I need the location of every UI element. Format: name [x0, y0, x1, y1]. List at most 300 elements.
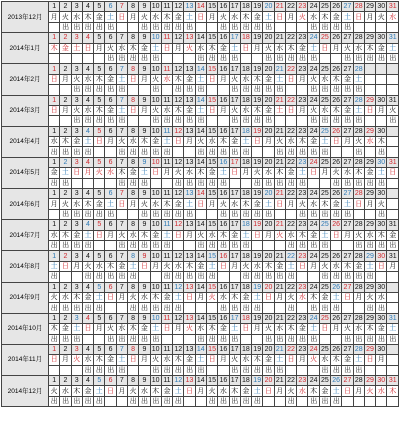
- work-mark: 出: [173, 272, 184, 282]
- weekday-cell: 水: [331, 261, 342, 271]
- day-number: 24: [309, 377, 318, 385]
- work-mark: 出: [60, 303, 71, 313]
- day-number: 29: [366, 283, 374, 291]
- weekday-cell: 月: [297, 74, 308, 84]
- weekday-cell: 月: [206, 12, 217, 22]
- work-mark: [49, 85, 60, 95]
- weekday-cell: 月: [331, 43, 342, 53]
- weekday-cell: 水: [274, 324, 285, 334]
- work-mark: [184, 334, 195, 344]
- work-mark: [274, 209, 285, 219]
- weekday-cell: 木: [94, 74, 105, 84]
- weekday-cell: 月: [184, 137, 195, 147]
- day-number: 4: [82, 189, 93, 199]
- work-calendar-table: [1, 1, 399, 407]
- weekday-cell: 金: [376, 43, 387, 53]
- work-mark: [127, 22, 138, 32]
- day-number: 21: [275, 96, 284, 104]
- day-number: 14: [196, 3, 205, 11]
- day-number: 13: [185, 377, 194, 385]
- day-number: 10: [151, 377, 160, 385]
- work-mark: [263, 396, 274, 406]
- day-number: 18: [242, 314, 250, 322]
- work-mark: 出: [173, 209, 184, 219]
- weekday-cell: 金: [116, 261, 127, 271]
- weekday-cell: 火: [116, 137, 127, 147]
- work-mark: 出: [353, 178, 364, 188]
- day-number: 10: [151, 127, 160, 135]
- day-number: 6: [105, 251, 116, 261]
- work-mark: 出: [319, 365, 330, 375]
- weekday-cell: 木: [297, 230, 308, 240]
- weekday-cell: 土: [240, 137, 251, 147]
- day-number: 9: [139, 2, 150, 12]
- day-number: 9: [139, 64, 150, 74]
- work-mark: 出: [82, 209, 93, 219]
- day-number: 23: [298, 377, 307, 385]
- weekday-cell: 金: [229, 137, 240, 147]
- day-number: 19: [253, 252, 262, 260]
- day-number: 25: [320, 283, 329, 291]
- weekday-cell: 水: [116, 43, 127, 53]
- weekday-cell: 火: [353, 137, 364, 147]
- work-mark: [206, 85, 217, 95]
- work-mark: 出: [150, 396, 161, 406]
- work-mark: 出: [387, 334, 399, 344]
- work-mark: [319, 178, 330, 188]
- work-mark: 出: [218, 303, 229, 313]
- day-number: 13: [185, 34, 194, 42]
- day-number: 1: [49, 189, 60, 199]
- weekday-cell: 水: [319, 74, 330, 84]
- month-day-row: [2, 313, 399, 323]
- day-number: 30: [377, 377, 386, 385]
- work-mark: 出: [218, 22, 229, 32]
- weekday-cell: 水: [229, 199, 240, 209]
- day-number: 17: [230, 283, 239, 291]
- work-mark: 出: [263, 22, 274, 32]
- weekday-cell: 日: [252, 137, 263, 147]
- weekday-cell: 水: [319, 355, 330, 365]
- work-mark: [331, 147, 342, 157]
- work-mark: [218, 85, 229, 95]
- day-number: 12: [174, 252, 183, 260]
- weekday-cell: 土: [342, 12, 353, 22]
- work-mark: [274, 303, 285, 313]
- weekday-cell: 火: [195, 230, 206, 240]
- day-number: 28: [354, 127, 363, 135]
- work-mark: 出: [94, 22, 105, 32]
- work-mark: 出: [364, 334, 375, 344]
- work-mark: 出: [376, 178, 387, 188]
- work-mark: 出: [274, 53, 285, 63]
- work-mark: 出: [105, 85, 116, 95]
- weekday-cell: 火: [342, 324, 353, 334]
- work-mark: [116, 396, 127, 406]
- work-mark: 出: [150, 303, 161, 313]
- day-number: 11: [163, 34, 171, 42]
- day-number: 15: [208, 127, 216, 135]
- day-number: 14: [196, 252, 205, 260]
- work-mark: 出: [387, 240, 399, 250]
- weekday-cell: 土: [82, 137, 93, 147]
- work-mark: [240, 53, 251, 63]
- day-number: 10: [151, 159, 160, 167]
- day-number: 10: [151, 252, 160, 260]
- weekday-cell: 木: [60, 137, 71, 147]
- day-number: 19: [253, 377, 262, 385]
- weekday-cell: 水: [127, 137, 138, 147]
- work-mark: [206, 365, 217, 375]
- day-number: 23: [298, 96, 307, 104]
- work-mark: [127, 116, 138, 126]
- day-number: 24: [309, 127, 318, 135]
- weekday-cell: 火: [218, 12, 229, 22]
- work-mark: [218, 272, 229, 282]
- work-mark: 出: [297, 240, 308, 250]
- work-mark: [274, 240, 285, 250]
- work-mark: 出: [71, 85, 82, 95]
- day-number: 23: [298, 346, 307, 354]
- weekday-cell: 水: [319, 105, 330, 115]
- day-number: 20: [264, 377, 273, 385]
- weekday-cell: 日: [94, 230, 105, 240]
- work-mark: [387, 209, 399, 219]
- day-number: 13: [185, 252, 194, 260]
- weekday-cell: 土: [274, 74, 285, 84]
- work-mark: 出: [229, 22, 240, 32]
- day-number: 22: [287, 34, 295, 42]
- weekday-cell: 金: [229, 230, 240, 240]
- day-number: 19: [253, 3, 262, 11]
- weekday-cell: 火: [184, 43, 195, 53]
- work-mark: 出: [116, 365, 127, 375]
- day-number: 31: [388, 3, 397, 11]
- weekday-cell: 木: [82, 199, 93, 209]
- weekday-cell: 木: [364, 43, 375, 53]
- work-mark: 出: [285, 272, 296, 282]
- weekday-cell: 水: [364, 230, 375, 240]
- day-number: 17: [230, 252, 239, 260]
- work-mark: 出: [263, 334, 274, 344]
- work-mark: 出: [229, 53, 240, 63]
- work-mark: [218, 116, 229, 126]
- day-number: 3: [71, 126, 82, 136]
- work-mark: 出: [150, 209, 161, 219]
- day-number: 14: [196, 127, 205, 135]
- work-mark: [139, 365, 150, 375]
- day-number: 1: [49, 220, 60, 230]
- work-mark: [364, 116, 375, 126]
- work-mark: 出: [94, 396, 105, 406]
- month-work-row: [2, 22, 399, 32]
- day-number: 29: [366, 377, 374, 385]
- weekday-cell: 土: [71, 43, 82, 53]
- weekday-cell: 日: [319, 43, 330, 53]
- work-mark: 出: [161, 147, 172, 157]
- weekday-cell: 金: [105, 355, 116, 365]
- day-number: 10: [151, 65, 160, 73]
- month-weekday-row: [2, 386, 399, 396]
- day-number: 10: [151, 190, 160, 198]
- weekday-cell: 水: [195, 43, 206, 53]
- day-number: 5: [94, 157, 105, 167]
- day-number: 6: [105, 282, 116, 292]
- day-number: 25: [320, 127, 329, 135]
- weekday-cell: 月: [342, 230, 353, 240]
- weekday-cell: 木: [297, 137, 308, 147]
- day-number: 24: [309, 314, 318, 322]
- day-number: 1: [49, 251, 60, 261]
- work-mark: 出: [60, 22, 71, 32]
- weekday-cell: 水: [308, 12, 319, 22]
- work-mark: 出: [319, 116, 330, 126]
- weekday-cell: 水: [285, 137, 296, 147]
- work-mark: [71, 178, 82, 188]
- work-mark: [105, 147, 116, 157]
- work-mark: [353, 303, 364, 313]
- day-number: 16: [219, 34, 228, 42]
- day-number: 18: [242, 190, 250, 198]
- day-number: 20: [264, 252, 273, 260]
- weekday-cell: 金: [184, 74, 195, 84]
- day-number: 8: [127, 95, 138, 105]
- day-number: 24: [309, 96, 318, 104]
- work-mark: 出: [353, 365, 364, 375]
- work-mark: [82, 53, 93, 63]
- day-number: 29: [366, 159, 374, 167]
- weekday-cell: 月: [229, 261, 240, 271]
- weekday-cell: 水: [49, 137, 60, 147]
- weekday-cell: 水: [82, 105, 93, 115]
- month-weekday-row: [2, 261, 399, 271]
- weekday-cell: 火: [353, 230, 364, 240]
- work-mark: 出: [274, 334, 285, 344]
- weekday-cell: 月: [376, 105, 387, 115]
- work-mark: 出: [139, 240, 150, 250]
- day-number: 22: [287, 377, 295, 385]
- day-number: 7: [116, 2, 127, 12]
- day-number: 4: [82, 251, 93, 261]
- day-number: 28: [354, 34, 363, 42]
- month-day-row: [2, 344, 399, 354]
- weekday-cell: 水: [387, 12, 399, 22]
- weekday-cell: 土: [49, 261, 60, 271]
- weekday-cell: 土: [173, 292, 184, 302]
- work-mark: [184, 53, 195, 63]
- work-mark: [116, 303, 127, 313]
- weekday-cell: 火: [308, 355, 319, 365]
- work-mark: [195, 396, 206, 406]
- work-mark: 出: [240, 396, 251, 406]
- day-number: 18: [242, 34, 250, 42]
- weekday-cell: 日: [229, 168, 240, 178]
- work-mark: [184, 396, 195, 406]
- work-mark: 出: [229, 147, 240, 157]
- work-mark: [387, 303, 399, 313]
- day-number: 13: [185, 346, 194, 354]
- day-number: 8: [127, 344, 138, 354]
- day-number: 11: [163, 346, 171, 354]
- work-mark: 出: [195, 334, 206, 344]
- work-mark: 出: [94, 365, 105, 375]
- weekday-cell: 金: [342, 74, 353, 84]
- weekday-cell: [387, 137, 399, 147]
- day-number: 10: [151, 3, 160, 11]
- weekday-cell: 木: [206, 324, 217, 334]
- work-mark: 出: [206, 272, 217, 282]
- day-number: 12: [174, 314, 183, 322]
- weekday-cell: 金: [127, 168, 138, 178]
- day-number: 12: [174, 190, 183, 198]
- day-number: 26: [332, 190, 341, 198]
- day-number: 19: [253, 283, 262, 291]
- weekday-cell: 月: [218, 355, 229, 365]
- weekday-cell: 金: [297, 43, 308, 53]
- work-mark: 出: [82, 240, 93, 250]
- day-number: 15: [208, 283, 216, 291]
- work-mark: 出: [173, 365, 184, 375]
- day-number: 3: [71, 189, 82, 199]
- weekday-cell: 日: [206, 355, 217, 365]
- weekday-cell: 土: [297, 168, 308, 178]
- day-number: 28: [354, 377, 363, 385]
- work-mark: 出: [173, 85, 184, 95]
- day-number: 25: [320, 34, 329, 42]
- work-mark: [206, 209, 217, 219]
- day-number: 17: [230, 3, 239, 11]
- work-mark: [60, 85, 71, 95]
- work-mark: 出: [173, 22, 184, 32]
- work-mark: 出: [206, 178, 217, 188]
- work-mark: 出: [116, 147, 127, 157]
- weekday-cell: 火: [94, 168, 105, 178]
- day-number: 16: [219, 3, 228, 11]
- day-number: 28: [354, 221, 363, 229]
- work-mark: 出: [364, 178, 375, 188]
- weekday-cell: 火: [139, 199, 150, 209]
- month-label: 2014年6月: [2, 189, 49, 220]
- work-mark: 出: [105, 334, 116, 344]
- month-weekday-row: [2, 137, 399, 147]
- weekday-cell: 金: [71, 230, 82, 240]
- day-number: 26: [332, 283, 341, 291]
- day-number: 8: [127, 189, 138, 199]
- work-mark: 出: [331, 396, 342, 406]
- weekday-cell: 木: [127, 43, 138, 53]
- day-number: 7: [116, 282, 127, 292]
- day-number: 13: [185, 3, 194, 11]
- day-number: 28: [354, 159, 363, 167]
- weekday-cell: 水: [82, 74, 93, 84]
- day-number: 6: [105, 33, 116, 43]
- work-mark: [342, 240, 353, 250]
- work-mark: 出: [116, 272, 127, 282]
- day-number: 28: [354, 283, 363, 291]
- month-day-row: [2, 189, 399, 199]
- day-number: 23: [298, 159, 307, 167]
- day-number: 26: [332, 346, 341, 354]
- work-mark: [116, 209, 127, 219]
- work-mark: 出: [308, 334, 319, 344]
- work-mark: 出: [353, 147, 364, 157]
- day-number: 30: [377, 221, 386, 229]
- day-number: 14: [196, 314, 205, 322]
- work-mark: 出: [308, 396, 319, 406]
- day-number: 11: [163, 377, 171, 385]
- work-mark: [60, 365, 71, 375]
- day-number: 19: [253, 127, 262, 135]
- weekday-cell: 金: [285, 168, 296, 178]
- work-mark: 出: [240, 303, 251, 313]
- weekday-cell: 日: [240, 43, 251, 53]
- day-number: 26: [332, 34, 341, 42]
- day-number: 21: [275, 346, 284, 354]
- day-number: 17: [230, 377, 239, 385]
- work-mark: 出: [82, 272, 93, 282]
- weekday-cell: 日: [161, 324, 172, 334]
- day-number: 20: [264, 314, 273, 322]
- day-number: 18: [242, 377, 250, 385]
- day-number: 19: [253, 346, 262, 354]
- weekday-cell: 日: [150, 168, 161, 178]
- work-mark: [331, 334, 342, 344]
- weekday-cell: 水: [105, 168, 116, 178]
- weekday-cell: 木: [71, 386, 82, 396]
- work-mark: 出: [82, 22, 93, 32]
- weekday-cell: 水: [161, 105, 172, 115]
- work-mark: 出: [82, 147, 93, 157]
- day-number: 4: [82, 126, 93, 136]
- day-number: 5: [94, 64, 105, 74]
- day-number: 10: [151, 314, 160, 322]
- day-number: 24: [309, 221, 318, 229]
- work-mark: [297, 365, 308, 375]
- work-mark: [364, 396, 375, 406]
- day-number: 1: [49, 157, 60, 167]
- day-number: 19: [253, 159, 262, 167]
- work-mark: 出: [319, 209, 330, 219]
- weekday-cell: 土: [274, 105, 285, 115]
- weekday-cell: 火: [150, 355, 161, 365]
- work-mark: 出: [195, 365, 206, 375]
- work-mark: [105, 178, 116, 188]
- month-work-row: [2, 396, 399, 406]
- day-number: 5: [94, 376, 105, 386]
- day-number: 29: [366, 34, 374, 42]
- weekday-cell: 金: [139, 43, 150, 53]
- day-number: 22: [287, 283, 295, 291]
- work-mark: 出: [252, 209, 263, 219]
- weekday-cell: 日: [342, 292, 353, 302]
- work-mark: [297, 272, 308, 282]
- weekday-cell: 金: [161, 386, 172, 396]
- work-mark: 出: [364, 53, 375, 63]
- work-mark: 出: [285, 178, 296, 188]
- weekday-cell: 金: [49, 168, 60, 178]
- weekday-cell: 土: [161, 137, 172, 147]
- weekday-cell: 月: [263, 137, 274, 147]
- month-work-row: [2, 303, 399, 313]
- day-number: 22: [287, 221, 295, 229]
- weekday-cell: 土: [206, 261, 217, 271]
- day-number: 29: [366, 314, 374, 322]
- weekday-cell: 火: [82, 261, 93, 271]
- day-number: [387, 344, 399, 354]
- day-number: 1: [49, 33, 60, 43]
- work-mark: [240, 178, 251, 188]
- work-mark: 出: [71, 22, 82, 32]
